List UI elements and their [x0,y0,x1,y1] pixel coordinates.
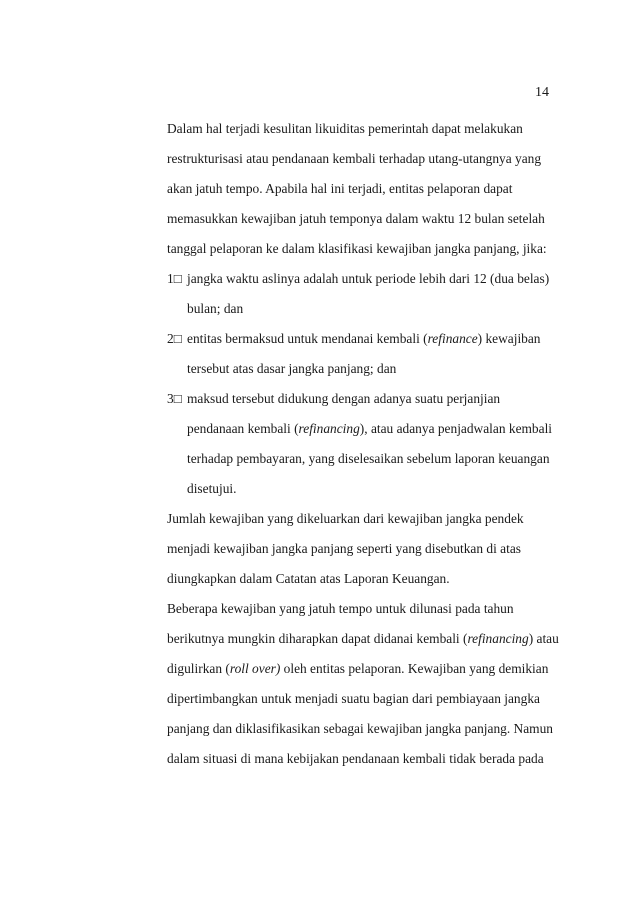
text-line: disetujui. [187,481,237,496]
text-line: panjang dan diklasifikasikan sebagai kewajiban jangka panjang. Namun [167,721,553,736]
text-line: dalam situasi di mana kebijakan pendanaan kembali tidak berada pada [167,751,544,766]
text-span: berikutnya mungkin diharapkan dapat didanai kembali ( [167,631,468,646]
paragraph-3 [167,600,559,780]
text-line [167,660,549,690]
list-marker: 1□ [167,271,182,286]
paragraph-1 [167,120,549,270]
italic-term: roll over) [229,661,281,676]
text-line: tanggal pelaporan ke dalam klasifikasi kewajiban jangka panjang, jika: [167,241,547,256]
text-line [187,330,541,360]
text-line: Jumlah kewajiban yang dikeluarkan dari kewajiban jangka pendek [167,511,524,526]
text-span: ), atau adanya penjadwalan kembali [359,421,553,436]
text-span: ) kewajiban [477,331,541,346]
list-item-3 [167,390,553,510]
text-line: memasukkan kewajiban jatuh temponya dalam waktu 12 bulan setelah [167,211,545,226]
text-span: digulirkan ( [167,661,230,676]
paragraph-2 [167,510,549,600]
text-line: akan jatuh tempo. Apabila hal ini terjadi, entitas pelaporan dapat [167,181,513,196]
text-line: Beberapa kewajiban yang jatuh tempo untuk dilunasi pada tahun [167,601,514,616]
text-span: oleh entitas pelaporan. Kewajiban yang demikian [280,661,549,676]
text-line: dipertimbangkan untuk menjadi suatu bagian dari pembiayaan jangka [167,691,540,706]
text-line [167,420,553,450]
list-marker: 2□ [167,331,182,346]
list-item-1 [167,270,549,330]
text-line: jangka waktu aslinya adalah untuk periode lebih dari 12 (dua belas) [187,271,550,286]
numbered-list [167,270,553,510]
list-item-2 [167,330,549,390]
page-number: 14 [535,85,549,100]
text-line: terhadap pembayaran, yang diselesaikan sebelum laporan keuangan [187,451,550,466]
text-line: maksud tersebut didukung dengan adanya suatu perjanjian [187,391,501,406]
text-line [167,630,559,660]
text-span: entitas bermaksud untuk mendanai kembali ( [187,331,428,346]
text-line: bulan; dan [187,301,244,316]
italic-term: refinancing [467,631,529,646]
list-marker: 3□ [167,391,182,406]
text-line: restrukturisasi atau pendanaan kembali terhadap utang-utangnya yang [167,151,542,166]
text-span: pendanaan kembali ( [187,421,299,436]
text-line: Dalam hal terjadi kesulitan likuiditas pemerintah dapat melakukan [167,121,523,136]
text-span: ) atau [528,631,559,646]
italic-term: refinancing [298,421,360,436]
document-body [167,120,559,780]
italic-term: refinance [427,331,478,346]
text-line: tersebut atas dasar jangka panjang; dan [187,361,397,376]
text-line: menjadi kewajiban jangka panjang seperti yang disebutkan di atas [167,541,521,556]
text-line: diungkapkan dalam Catatan atas Laporan Keuangan. [167,571,450,586]
